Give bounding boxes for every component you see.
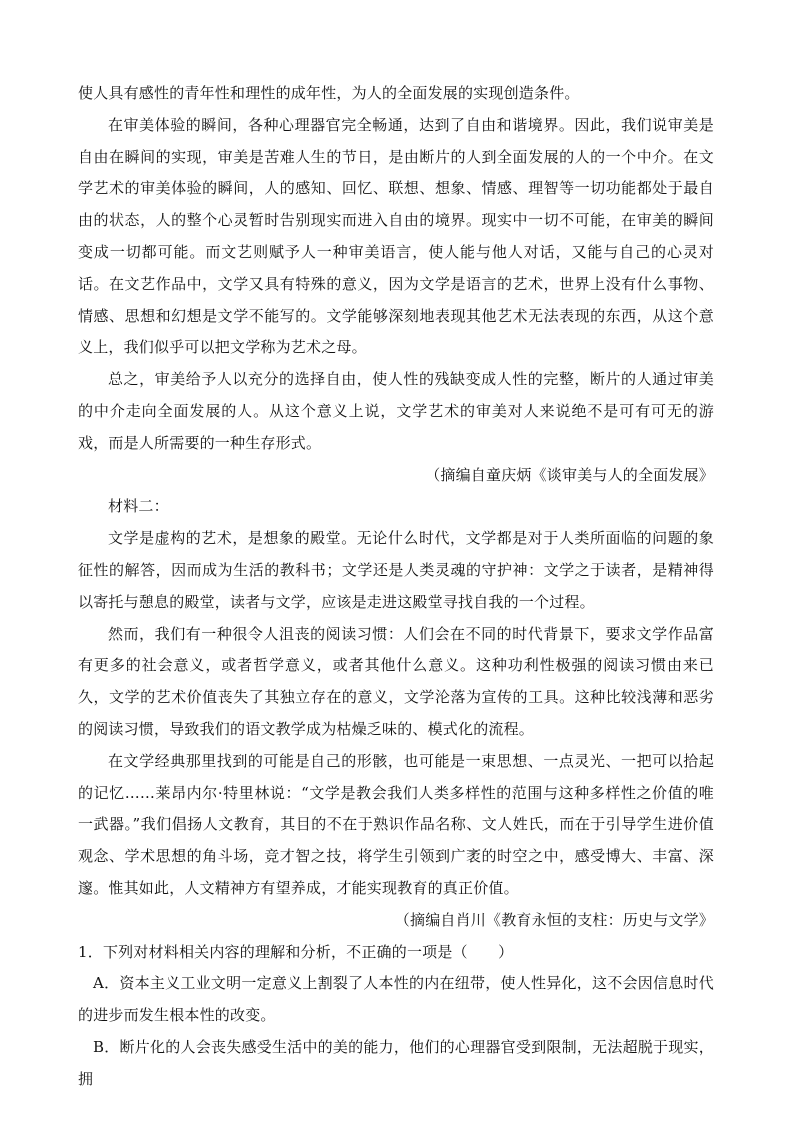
material2-paragraph-reading-habit: 然而，我们有一种很令人沮丧的阅读习惯：人们会在不同的时代背景下，要求文学作品富有更多的社会意义，或者哲学意义，或者其他什么意义。这种功利性极强的阅读习惯由来已久，文学的艺术价值丧失了其独立存在的意义，文学沦落为宣传的工具。这种比较浅薄和恶劣的阅读习惯，导致我们的语文教学成为枯燥乏味的、模式化的流程。 <box>78 624 714 738</box>
material1-paragraph-continued: 使人具有感性的青年性和理性的成年性，为人的全面发展的实现创造条件。 <box>78 84 580 102</box>
material2-source: （摘编自肖川《教育永恒的支柱：历史与文学》 <box>394 910 714 929</box>
material1-paragraph-aesthetic-moment: 在审美体验的瞬间，各种心理器官完全畅通，达到了自由和谐境界。因此，我们说审美是自由在瞬间的实现，审美是苦难人生的节日，是由断片的人到全面发展的人的一个中介。在文学艺术的审美体验的瞬间，人的感知、回忆、联想、想象、情感、理智等一切功能都处于最自由的状态，人的整个心灵暂时告别现实而进入自由的境界。现实中一切不可能，在审美的瞬间变成一切都可能。而文艺则赋予人一种审美语言，使人能与他人对话，又能与自己的心灵对话。在文艺作品中，文学又具有特殊的意义，因为文学是语言的艺术，世界上没有什么事物、情感、思想和幻想是文学不能写的。文学能够深刻地表现其他艺术无法表现的东西，从这个意义上，我们似乎可以把文学称为艺术之母。 <box>78 115 714 357</box>
material1-source: （摘编自童庆炳《谈审美与人的全面发展》 <box>425 465 714 484</box>
material1-paragraph-conclusion: 总之，审美给予人以充分的选择自由，使人性的残缺变成人性的完整，断片的人通过审美的中介走向全面发展的人。从这个意义上说，文学艺术的审美对人来说绝不是可有可无的游戏，而是人所需要的一种生存形式。 <box>78 370 714 452</box>
material2-paragraph-classics: 在文学经典那里找到的可能是自己的形骸，也可能是一束思想、一点灵光、一把可以拾起的记忆……莱昂内尔·特里林说：“文学是教会我们人类多样性的范围与这种多样性之价值的唯一武器。”我们倡扬人文教育，其目的不在于熟识作品名称、文人姓氏，而在于引导学生进价值观念、学术思想的角斗场，竞才智之技，将学生引领到广袤的时空之中，感受博大、丰富、深邃。惟其如此，人文精神方有望养成，才能实现教育的真正价值。 <box>78 751 714 897</box>
material2-paragraph-literature: 文学是虚构的艺术，是想象的殿堂。无论什么时代，文学都是对于人类所面临的问题的象征性的解答，因而成为生活的教科书；文学还是人类灵魂的守护神：文学之于读者，是精神得以寄托与憩息的殿堂，读者与文学，应该是走进这殿堂寻找自我的一个过程。 <box>78 529 714 611</box>
material2-label: 材料二： <box>108 497 169 516</box>
question-1-option-b: B．断片化的人会丧失感受生活中的美的能力，他们的心理器官受到限制，无法超脱于现实，拥 <box>78 1037 714 1088</box>
question-1-stem: 1．下列对材料相关内容的理解和分析，不正确的一项是（ ） <box>78 942 514 961</box>
question-1-option-a: A．资本主义工业文明一定意义上割裂了人本性的内在纽带，使人性异化，这不会因信息时代的进步而发生根本性的改变。 <box>78 974 714 1025</box>
document-body <box>78 78 714 1096</box>
